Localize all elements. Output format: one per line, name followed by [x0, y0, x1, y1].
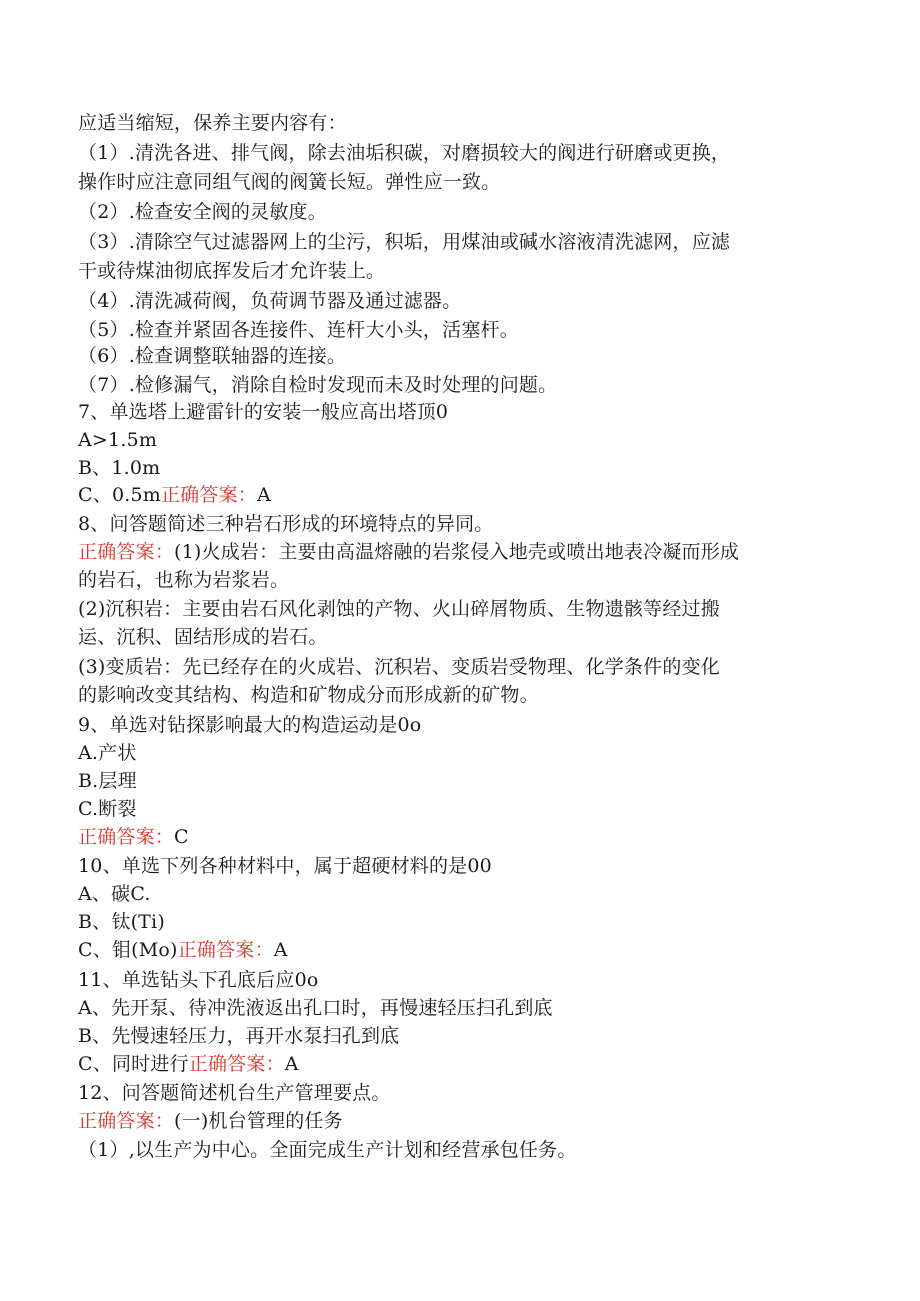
answer-value: A — [273, 939, 288, 961]
answer-text: (1)火成岩：主要由高温熔融的岩浆侵入地壳或喷出地表冷凝而形成 — [174, 541, 740, 563]
text-line: 干或待煤油彻底挥发后才允许装上。 — [78, 260, 386, 282]
answer-value: C — [174, 826, 189, 848]
text-line: 操作时应注意同组气阀的阀簧长短。弹性应一致。 — [78, 171, 501, 193]
question-12: 12、问答题简述机台生产管理要点。 — [78, 1082, 391, 1104]
option-a: A、碳C. — [78, 883, 151, 905]
text-line: （4）.清洗减荷阀，负荷调节器及通过滤器。 — [78, 290, 462, 312]
answer-value: A — [284, 1053, 299, 1075]
text-line: (3)变质岩：先已经存在的火成岩、沉积岩、变质岩受物理、化学条件的变化 — [78, 656, 720, 678]
text-line: 应适当缩短，保养主要内容有： — [78, 112, 347, 134]
text-line: （2）.检查安全阀的灵敏度。 — [78, 201, 327, 223]
question-8: 8、问答题简述三种岩石形成的环境特点的异同。 — [78, 513, 494, 535]
text-line: 的岩石，也称为岩浆岩。 — [78, 569, 290, 591]
answer-label: 正确答案： — [160, 484, 257, 506]
option-text: C、0.5m — [78, 484, 161, 506]
option-b: B、1.0m — [78, 457, 161, 479]
question-9: 9、单选对钻探影响最大的构造运动是0o — [78, 714, 422, 736]
option-a: A.产状 — [78, 742, 137, 764]
question-11: 11、单选钻头下孔底后应0o — [78, 969, 319, 991]
option-c — [78, 483, 271, 507]
answer-value: A — [257, 484, 271, 506]
answer-label: 正确答案： — [78, 541, 175, 563]
answer-label: 正确答案： — [78, 1110, 175, 1132]
question-10: 10、单选下列各种材料中，属于超硬材料的是00 — [78, 855, 492, 877]
answer-line — [78, 825, 189, 849]
text-line: （6）.检查调整联轴器的连接。 — [78, 345, 347, 367]
answer-line — [78, 540, 739, 564]
text-line: 的影响改变其结构、构造和矿物成分而形成新的矿物。 — [78, 684, 539, 706]
text-line: （7）.检修漏气，消除自检时发现而未及时处理的问题。 — [78, 374, 558, 396]
option-c — [78, 1052, 299, 1076]
option-a: A、先开泵、待冲洗液返出孔口时，再慢速轻压扫孔到底 — [78, 997, 553, 1019]
option-b: B、先慢速轻压力，再开水泵扫孔到底 — [78, 1025, 400, 1047]
option-b: B.层理 — [78, 770, 137, 792]
option-c — [78, 938, 288, 962]
text-line: （1）,以生产为中心。全面完成生产计划和经营承包任务。 — [78, 1139, 577, 1161]
option-a: A>1.5m — [78, 429, 158, 451]
option-text: C、同时进行 — [78, 1053, 189, 1075]
answer-label: 正确答案： — [188, 1053, 285, 1075]
option-text: C、钼(Mo) — [78, 939, 178, 961]
text-line: （5）.检查并紧固各连接件、连杆大小头，活塞杆。 — [78, 319, 519, 341]
answer-text: (一)机台管理的任务 — [174, 1110, 343, 1132]
answer-line — [78, 1109, 343, 1133]
text-line: （1）.清洗各进、排气阀，除去油垢积碳，对磨损较大的阀进行研磨或更换， — [78, 142, 731, 164]
text-line: 运、沉积、固结形成的岩石。 — [78, 626, 328, 648]
text-line: (2)沉积岩：主要由岩石风化剥蚀的产物、火山碎屑物质、生物遗骸等经过搬 — [78, 598, 720, 620]
question-7: 7、单选塔上避雷针的安装一般应高出塔顶0 — [78, 401, 449, 423]
answer-label: 正确答案： — [78, 826, 175, 848]
option-c: C.断裂 — [78, 798, 137, 820]
answer-label: 正确答案： — [177, 939, 274, 961]
option-b: B、钛(Ti) — [78, 911, 165, 933]
text-line: （3）.清除空气过滤器网上的尘污，积垢，用煤油或碱水溶液清洗滤网，应滤 — [78, 231, 731, 253]
